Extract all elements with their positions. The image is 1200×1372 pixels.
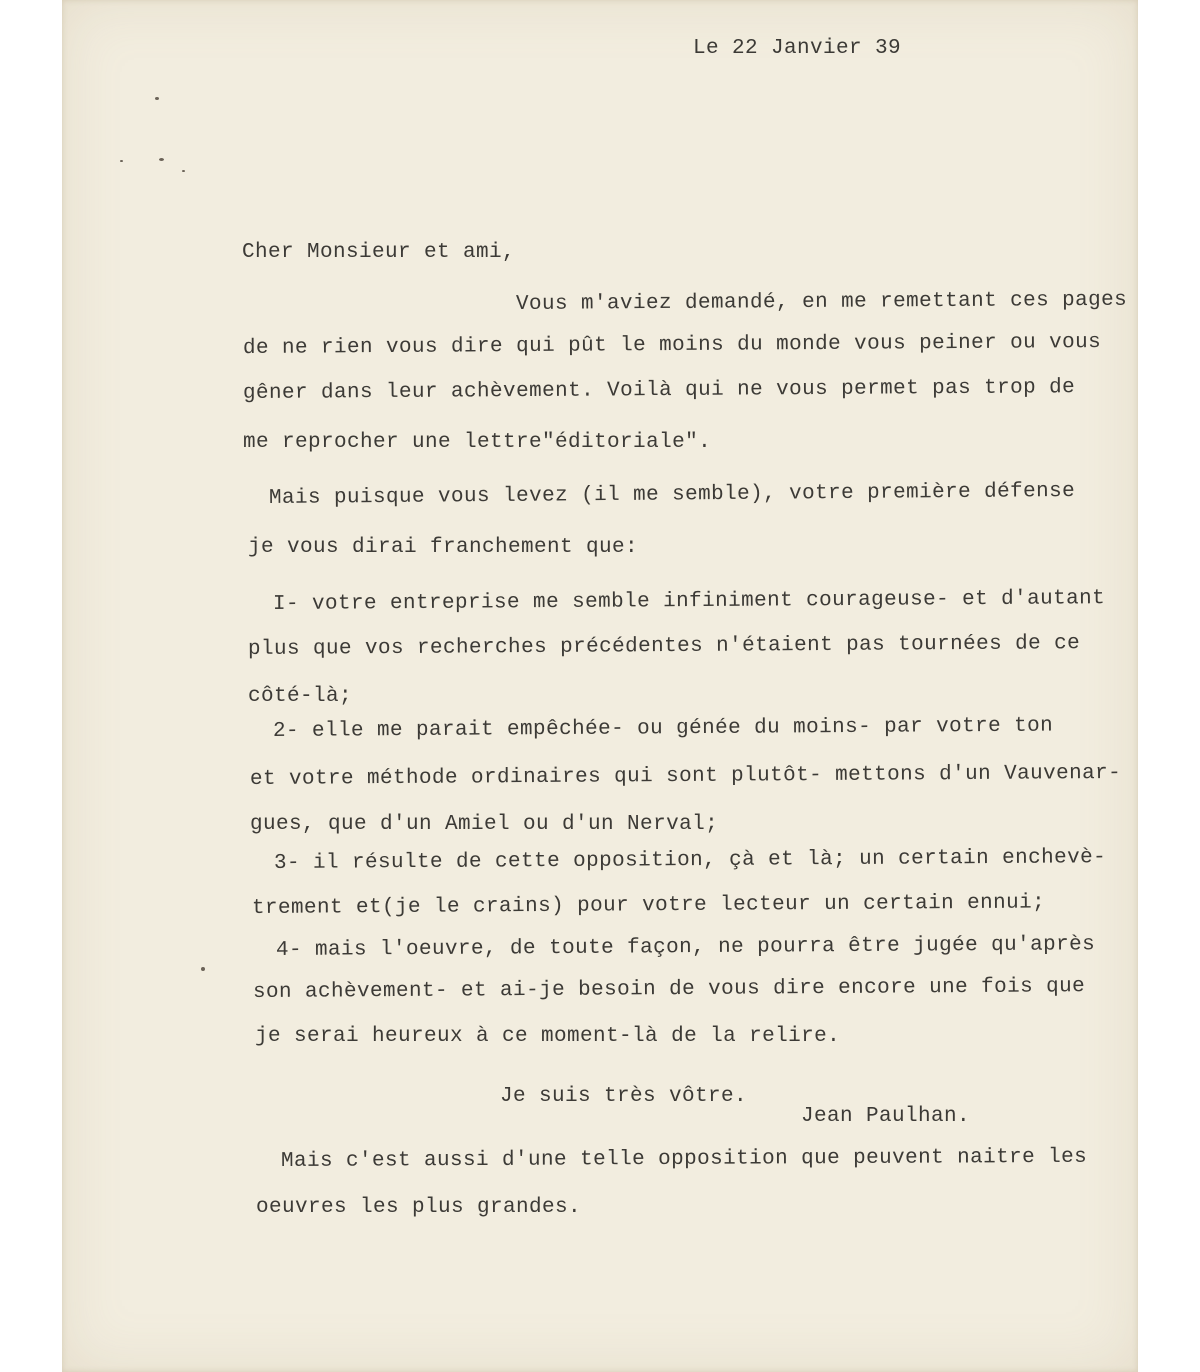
point-2-line: et votre méthode ordinaires qui sont plutôt- mettons d'un Vauvenar-	[249, 761, 1122, 791]
paragraph-2-line: Mais puisque vous levez (il me semble), votre première défense	[268, 479, 1076, 510]
point-3-line: trement et(je le crains) pour votre lecteur un certain ennui;	[251, 891, 1046, 920]
paper-speck	[120, 160, 123, 162]
closing: Je suis très vôtre.	[500, 1085, 748, 1108]
paragraph-1-line: gêner dans leur achèvement. Voilà qui ne vous permet pas trop de	[242, 376, 1076, 405]
point-1-line: I- votre entreprise me semble infiniment courageuse- et d'autant	[272, 587, 1106, 616]
paragraph-1-line: me reprocher une lettre"éditoriale".	[243, 431, 712, 454]
point-4-line: son achèvement- et ai-je besoin de vous dire encore une fois que	[252, 975, 1086, 1004]
signature: Jean Paulhan.	[801, 1105, 971, 1128]
point-2-line: gues, que d'un Amiel ou d'un Nerval;	[250, 813, 719, 836]
point-2-line: 2- elle me parait empêchée- ou génée du moins- par votre ton	[272, 714, 1054, 743]
paper-speck	[155, 97, 159, 100]
point-1-line: côté-là;	[248, 685, 353, 708]
paragraph-2-line: je vous dirai franchement que:	[248, 536, 639, 559]
paragraph-1-line: de ne rien vous dire qui pût le moins du monde vous peiner ou vous	[242, 331, 1102, 360]
postscript-line: Mais c'est aussi d'une telle opposition que peuvent naitre les	[280, 1145, 1088, 1173]
postscript-line: oeuvres les plus grandes.	[256, 1196, 582, 1219]
paper-speck	[201, 967, 205, 971]
letter-date: Le 22 Janvier 39	[693, 37, 902, 60]
paragraph-1-line: Vous m'aviez demandé, en me remettant ces pages	[515, 288, 1128, 316]
point-3-line: 3- il résulte de cette opposition, çà et là; un certain enchevè-	[273, 846, 1107, 875]
salutation: Cher Monsieur et ami,	[242, 241, 516, 264]
paper-speck	[182, 170, 185, 172]
point-4-line: 4- mais l'oeuvre, de toute façon, ne pourra être jugée qu'après	[275, 933, 1096, 962]
point-1-line: plus que vos recherches précédentes n'étaient pas tournées de ce	[247, 632, 1081, 661]
point-4-line: je serai heureux à ce moment-là de la relire.	[255, 1025, 841, 1048]
paper-speck	[159, 158, 164, 161]
